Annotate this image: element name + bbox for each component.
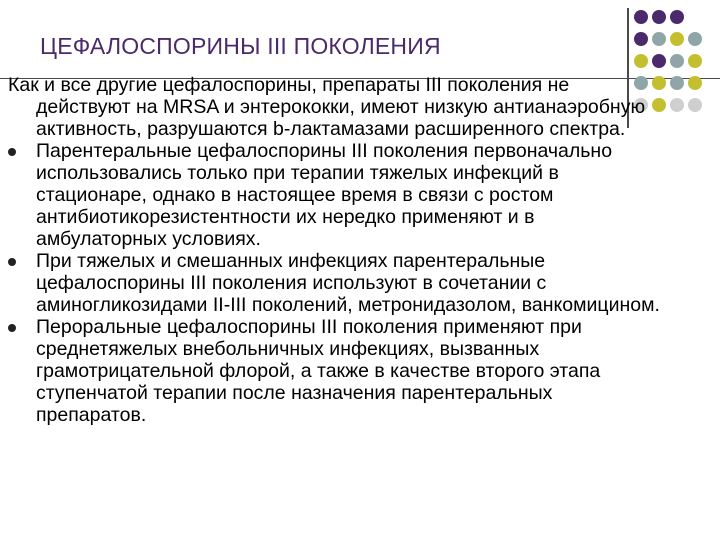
intro-paragraph: Как и все другие цефалоспорины, препараты III поколения не действуют на MRSA и энтерококки, имеют низкую антианаэробную активность, разрушаются b-лактамазами расширенного спектра. [8, 74, 646, 140]
decor-dot [688, 76, 702, 90]
decor-dot [670, 76, 684, 90]
decor-dot [670, 32, 684, 46]
decor-dot [670, 54, 684, 68]
bullet-item [8, 316, 668, 426]
decor-dot [652, 10, 666, 24]
bullet-text: Пероральные цефалоспорины III поколения применяют при среднетяжелых внебольничных инфекциях, вызванных грамотрицательной флорой, а также в качестве второго этапа ступенчатой терапии после назначения парентеральных препаратов. [36, 316, 601, 426]
bullet-text: При тяжелых и смешанных инфекциях парентеральные цефалоспорины III поколения используют в сочетании с аминогликозидами II-III поколений, метронидазолом, ванкомицином. [36, 250, 660, 316]
slide-title: ЦЕФАЛОСПОРИНЫ III ПОКОЛЕНИЯ [40, 33, 441, 59]
decor-dot [688, 98, 702, 112]
bullet-dot-icon [8, 258, 16, 266]
decor-dot [634, 32, 648, 46]
decor-dot [652, 54, 666, 68]
decor-dot [652, 32, 666, 46]
decor-dot [670, 98, 684, 112]
bullet-dot-icon [8, 148, 16, 156]
decor-dot [634, 54, 648, 68]
bullet-item [8, 250, 668, 316]
decor-dot [688, 54, 702, 68]
slide-body [8, 74, 668, 426]
decor-dot [670, 10, 684, 24]
decor-dot [634, 10, 648, 24]
bullet-item [8, 140, 668, 250]
bullet-dot-icon [8, 324, 16, 332]
decor-dot [688, 32, 702, 46]
bullet-text: Парентеральные цефалоспорины III поколения первоначально использовались только при терапии тяжелых инфекций в стационаре, однако в настоящее время в связи с ростом антибиотикорезистентности их нередко применяют и в амбулаторных условиях. [36, 140, 613, 250]
